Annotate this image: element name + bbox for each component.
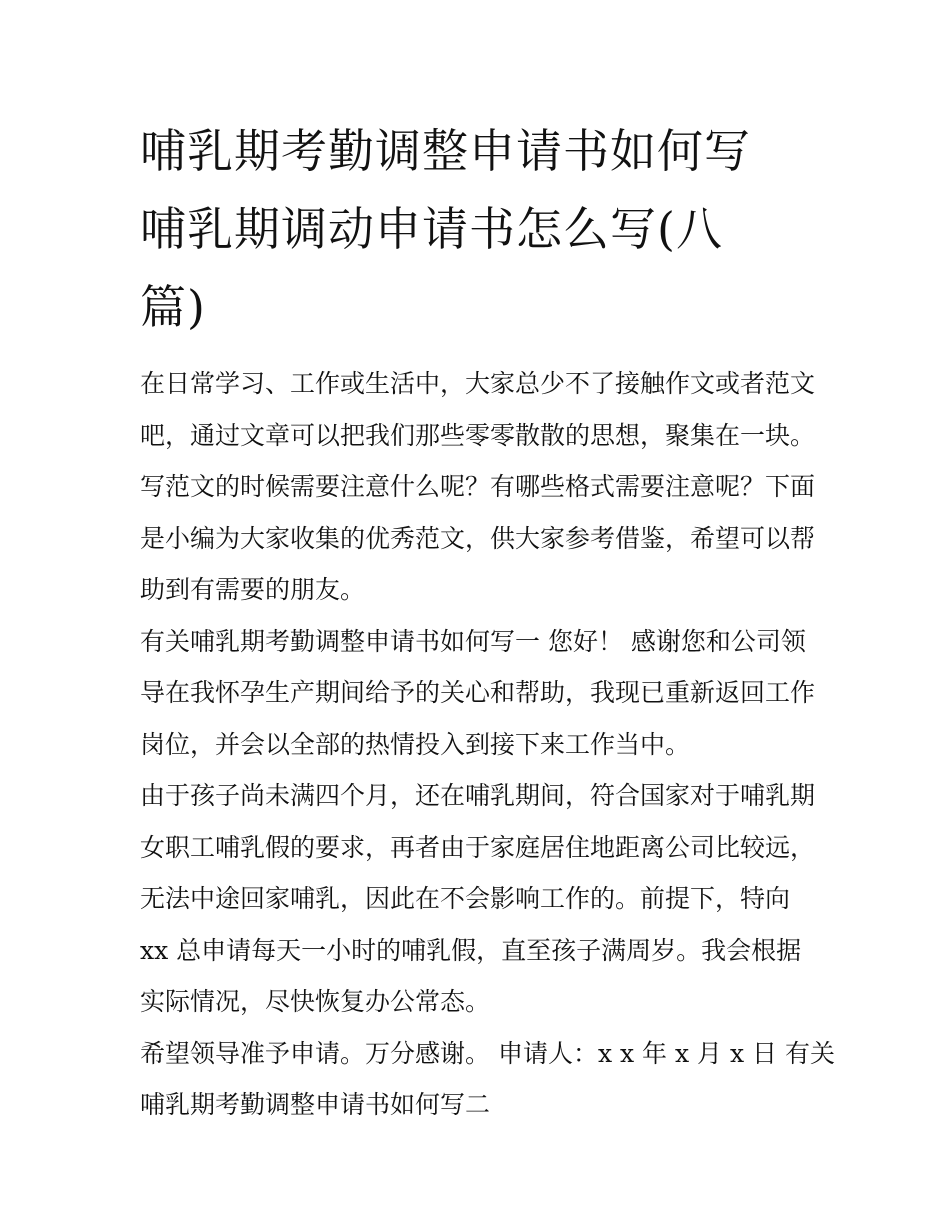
- body-paragraph-3: [140, 1028, 835, 1131]
- text-line: 导在我怀孕生产期间给予的关心和帮助，我现已重新返回工作: [140, 678, 816, 707]
- text-line: 岗位，并会以全部的热情投入到接下来工作当中。: [140, 729, 691, 759]
- text-line: 哺乳期考勤调整申请书如何写二: [140, 1090, 491, 1119]
- text-line: 写范文的时候需要注意什么呢？有哪些格式需要注意呢？下面: [140, 472, 816, 501]
- text-line: 实际情况，尽快恢复办公常态。: [140, 987, 491, 1016]
- body-paragraph-2: [140, 770, 820, 1028]
- text-line: 助到有需要的朋友。: [140, 575, 366, 604]
- title-line: 哺乳期调动申请书怎么写(八: [140, 202, 723, 256]
- title-line: 篇): [140, 280, 206, 334]
- text-line: 是小编为大家收集的优秀范文，供大家参考借鉴，希望可以帮: [140, 523, 816, 553]
- body-paragraph-1: [140, 616, 820, 771]
- document-page: [140, 112, 835, 1131]
- text-line: 有关哺乳期考勤调整申请书如何写一 您好！ 感谢您和公司领: [140, 626, 806, 656]
- text-line: 由于孩子尚未满四个月，还在哺乳期间，符合国家对于哺乳期: [140, 781, 816, 810]
- title-line: 哺乳期考勤调整申请书如何写: [140, 124, 751, 178]
- text-line: 吧，通过文章可以把我们那些零零散散的思想，聚集在一块。: [140, 420, 816, 450]
- text-line: 在日常学习、工作或生活中，大家总少不了接触作文或者范文: [140, 369, 816, 398]
- text-line: 女职工哺乳假的要求，再者由于家庭居住地距离公司比较远，: [140, 832, 816, 862]
- text-line: 无法中途回家哺乳，因此在不会影响工作的。前提下，特向: [140, 884, 791, 913]
- text-line: xx 总申请每天一小时的哺乳假，直至孩子满周岁。我会根据: [140, 935, 802, 965]
- intro-paragraph: [140, 358, 820, 616]
- text-line: 希望领导准予申请。万分感谢。 申请人：x x 年 x 月 x 日 有关: [140, 1038, 835, 1068]
- document-title: [140, 112, 820, 346]
